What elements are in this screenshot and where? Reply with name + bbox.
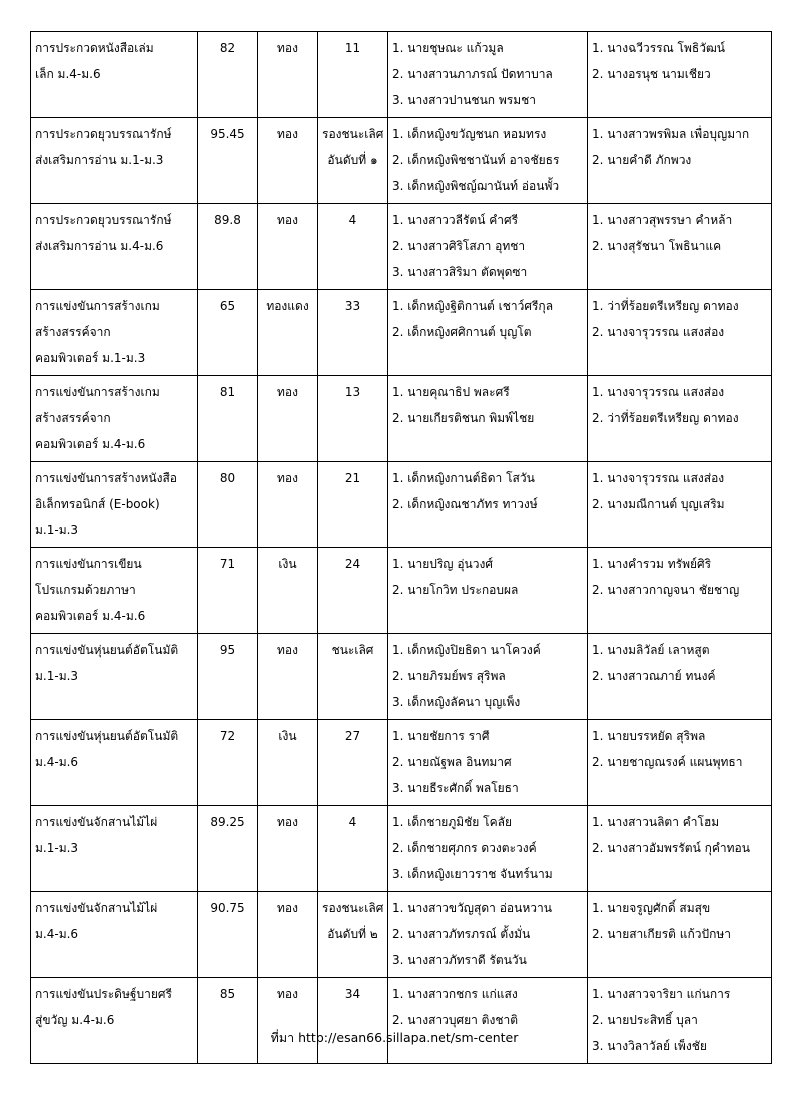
name-line: โปรแกรมด้วยภาษา (35, 583, 136, 597)
students-cell (388, 32, 588, 118)
name-line: การประกวดยุวบรรณารักษ์ (35, 213, 172, 227)
name-line: ม.1-ม.3 (35, 523, 79, 537)
competition-name-cell (31, 462, 198, 548)
medal-cell: ทอง (258, 978, 318, 1064)
name-line: ม.1-ม.3 (35, 841, 79, 855)
name-line: การแข่งขันการสร้างหนังสือ (35, 471, 177, 485)
teachers-line: 2. นางสุรัชนา โพธินาแค (592, 239, 722, 253)
students-line: 2. นางสาวบุศยา ติงชาติ (392, 1013, 519, 1027)
name-line: การแข่งขันจักสานไม้ไผ่ (35, 815, 158, 829)
teachers-line: 2. นายสาเกียรติ แก้วปักษา (592, 927, 732, 941)
score-cell: 89.8 (198, 204, 258, 290)
teachers-cell (588, 720, 772, 806)
students-line: 1. นายชัยการ ราศี (392, 729, 490, 743)
rank-cell (318, 548, 388, 634)
teachers-line: 3. นางวิลาวัลย์ เพ็งชัย (592, 1039, 707, 1053)
students-line: 1. นางสาวกชกร แก่แสง (392, 987, 518, 1001)
rank-cell (318, 462, 388, 548)
name-line: การแข่งขันประดิษฐ์บายศรี (35, 987, 172, 1001)
teachers-line: 1. นางมลิวัลย์ เลาหสูต (592, 643, 710, 657)
name-line: ส่งเสริมการอ่าน ม.4-ม.6 (35, 239, 164, 253)
score-cell: 81 (198, 376, 258, 462)
medal-cell: ทอง (258, 118, 318, 204)
rank-line: 34 (344, 987, 361, 1001)
students-line: 1. เด็กหญิงกานต์ธิดา โสวัน (392, 471, 535, 485)
table-row (31, 548, 772, 634)
table-row (31, 806, 772, 892)
name-line: อิเล็กทรอนิกส์ (E-book) (35, 497, 160, 511)
medal-cell: ทอง (258, 32, 318, 118)
rank-line: 21 (344, 471, 361, 485)
name-line: การแข่งขันการสร้างเกม (35, 385, 160, 399)
name-line: การแข่งขันหุ่นยนต์อัตโนมัติ (35, 729, 179, 743)
rank-line: 4 (348, 815, 357, 829)
teachers-cell (588, 978, 772, 1064)
name-line: สร้างสรรค์จาก (35, 325, 111, 339)
rank-cell (318, 204, 388, 290)
medal-cell: ทอง (258, 462, 318, 548)
teachers-line: 2. ว่าที่ร้อยตรีเหรียญ ดาทอง (592, 411, 739, 425)
table-row (31, 892, 772, 978)
teachers-line: 2. นางมณีกานต์ บุญเสริม (592, 497, 725, 511)
teachers-line: 1. นางจารุวรรณ แสงส่อง (592, 385, 725, 399)
score-cell: 95 (198, 634, 258, 720)
name-line: เล็ก ม.4-ม.6 (35, 67, 101, 81)
score-cell: 72 (198, 720, 258, 806)
teachers-line: 1. นางสาวนลิตา คำโฮม (592, 815, 720, 829)
students-line: 2. เด็กหญิงพิชชานันท์ อาจชัยธร (392, 153, 560, 167)
students-line: 1. เด็กหญิงปิยธิดา นาโควงค์ (392, 643, 541, 657)
teachers-cell (588, 462, 772, 548)
teachers-line: 2. นางสาวอัมพรรัตน์ กุคำทอน (592, 841, 750, 855)
teachers-cell (588, 118, 772, 204)
name-line: การประกวดหนังสือเล่ม (35, 41, 154, 55)
students-line: 3. นางสาวปานชนก พรมชา (392, 93, 536, 107)
rank-cell (318, 290, 388, 376)
rank-cell (318, 978, 388, 1064)
students-line: 1. เด็กหญิงฐิติกานต์ เชาว์ศรีกุล (392, 299, 554, 313)
table-row (31, 720, 772, 806)
rank-cell (318, 720, 388, 806)
results-table-body (31, 32, 772, 1064)
students-cell (388, 118, 588, 204)
rank-cell (318, 32, 388, 118)
students-line: 3. นางสาวสิริมา ตัดพุดซา (392, 265, 528, 279)
score-cell: 65 (198, 290, 258, 376)
table-row (31, 290, 772, 376)
teachers-cell (588, 892, 772, 978)
students-line: 3. นางสาวภัทราดี รัตนวัน (392, 953, 527, 967)
medal-cell: ทอง (258, 204, 318, 290)
competition-name-cell (31, 376, 198, 462)
name-line: ม.4-ม.6 (35, 755, 79, 769)
rank-cell (318, 118, 388, 204)
rank-line: รองชนะเลิศ (322, 127, 384, 141)
score-cell: 80 (198, 462, 258, 548)
students-cell (388, 634, 588, 720)
competition-results-table (30, 31, 772, 1064)
students-cell (388, 204, 588, 290)
competition-name-cell (31, 720, 198, 806)
students-line: 2. นายเกียรติชนก พิมพ์ไชย (392, 411, 535, 425)
teachers-line: 1. ว่าที่ร้อยตรีเหรียญ ดาทอง (592, 299, 739, 313)
rank-line: ชนะเลิศ (331, 643, 374, 657)
teachers-line: 2. นายชาญณรงค์ แผนพุทธา (592, 755, 743, 769)
teachers-cell (588, 548, 772, 634)
name-line: ส่งเสริมการอ่าน ม.1-ม.3 (35, 153, 164, 167)
score-cell: 71 (198, 548, 258, 634)
competition-name-cell (31, 806, 198, 892)
medal-cell: เงิน (258, 720, 318, 806)
rank-line: 4 (348, 213, 357, 227)
rank-line: 24 (344, 557, 361, 571)
students-line: 2. นางสาวศิริโสภา อุทชา (392, 239, 526, 253)
students-line: 2. เด็กหญิงศศิกานต์ บุญโต (392, 325, 532, 339)
table-row (31, 32, 772, 118)
competition-name-cell (31, 118, 198, 204)
teachers-cell (588, 634, 772, 720)
competition-name-cell (31, 204, 198, 290)
rank-line: 27 (344, 729, 361, 743)
teachers-line: 1. นางฉวีวรรณ โพธิวัฒน์ (592, 41, 726, 55)
students-line: 2. นางสาวนภาภรณ์ ปัดทาบาล (392, 67, 553, 81)
medal-cell: เงิน (258, 548, 318, 634)
students-line: 3. นายธีระศักดิ์ พลโยธา (392, 781, 519, 795)
medal-cell: ทอง (258, 892, 318, 978)
teachers-line: 1. นางสาวพรพิมล เพื่อบุญมาก (592, 127, 750, 141)
competition-name-cell (31, 892, 198, 978)
students-line: 1. นายชุษณะ แก้วมูล (392, 41, 504, 55)
name-line: คอมพิวเตอร์ ม.4-ม.6 (35, 609, 146, 623)
name-line: การประกวดยุวบรรณารักษ์ (35, 127, 172, 141)
score-cell: 95.45 (198, 118, 258, 204)
students-line: 1. นางสาววลีรัตน์ คำศรี (392, 213, 519, 227)
teachers-cell (588, 806, 772, 892)
name-line: การแข่งขันการเขียน (35, 557, 142, 571)
competition-name-cell (31, 978, 198, 1064)
teachers-line: 1. นางสาวจาริยา แก่นการ (592, 987, 731, 1001)
name-line: คอมพิวเตอร์ ม.4-ม.6 (35, 437, 146, 451)
score-cell: 82 (198, 32, 258, 118)
teachers-line: 2. นางสาวณภาย์ ทนงค์ (592, 669, 716, 683)
students-line: 2. นางสาวภัทรภรณ์ ตั้งมั่น (392, 927, 531, 941)
competition-name-cell (31, 290, 198, 376)
medal-cell: ทอง (258, 806, 318, 892)
table-row (31, 204, 772, 290)
score-cell: 85 (198, 978, 258, 1064)
medal-cell: ทอง (258, 634, 318, 720)
students-cell (388, 462, 588, 548)
students-cell (388, 548, 588, 634)
students-line: 1. นายคุณาธิป พละศรี (392, 385, 510, 399)
rank-cell (318, 376, 388, 462)
rank-line: 33 (344, 299, 361, 313)
students-line: 2. นายโกวิท ประกอบผล (392, 583, 519, 597)
teachers-cell (588, 290, 772, 376)
students-cell (388, 290, 588, 376)
source-citation: ที่มา http://esan66.sillapa.net/sm-center (270, 1030, 519, 1045)
students-line: 2. นายภิรมย์พร สุริพล (392, 669, 506, 683)
teachers-line: 2. นายประสิทธิ์ บุลา (592, 1013, 698, 1027)
name-line: การแข่งขันหุ่นยนต์อัตโนมัติ (35, 643, 179, 657)
teachers-cell (588, 376, 772, 462)
table-row (31, 462, 772, 548)
teachers-line: 1. นางจารุวรรณ แสงส่อง (592, 471, 725, 485)
rank-cell (318, 806, 388, 892)
students-line: 2. เด็กชายศุภกร ดวงตะวงค์ (392, 841, 537, 855)
name-line: ม.4-ม.6 (35, 927, 79, 941)
rank-cell (318, 634, 388, 720)
teachers-line: 1. นายจรูญศักดิ์ สมสุข (592, 901, 711, 915)
teachers-line: 2. นายคำดี ภักพวง (592, 153, 692, 167)
teachers-line: 1. นางคำรวม ทรัพย์ศิริ (592, 557, 712, 571)
score-cell: 90.75 (198, 892, 258, 978)
students-cell (388, 978, 588, 1064)
teachers-line: 1. นางสาวสุพรรษา คำหล้า (592, 213, 733, 227)
name-line: คอมพิวเตอร์ ม.1-ม.3 (35, 351, 146, 365)
students-line: 3. เด็กหญิงลัคนา บุญเพ็ง (392, 695, 521, 709)
students-line: 1. เด็กชายภูมิชัย โคลัย (392, 815, 513, 829)
students-line: 1. เด็กหญิงขวัญชนก หอมทรง (392, 127, 547, 141)
rank-line: อันดับที่ ๒ (327, 927, 378, 941)
students-line: 1. นายปริญ อุ่นวงศ์ (392, 557, 493, 571)
teachers-cell (588, 32, 772, 118)
teachers-line: 2. นางสาวกาญจนา ชัยชาญ (592, 583, 740, 597)
students-cell (388, 376, 588, 462)
competition-name-cell (31, 548, 198, 634)
rank-line: อันดับที่ ๑ (327, 153, 378, 167)
students-cell (388, 892, 588, 978)
name-line: การแข่งขันจักสานไม้ไผ่ (35, 901, 158, 915)
name-line: สร้างสรรค์จาก (35, 411, 111, 425)
teachers-line: 1. นายบรรหยัด สุริพล (592, 729, 706, 743)
competition-name-cell (31, 634, 198, 720)
students-line: 3. เด็กหญิงเยาวราช จันทร์นาม (392, 867, 553, 881)
table-row (31, 376, 772, 462)
students-line: 2. เด็กหญิงณชาภัทร ทาวงษ์ (392, 497, 538, 511)
rank-line: รองชนะเลิศ (322, 901, 384, 915)
name-line: ม.1-ม.3 (35, 669, 79, 683)
students-line: 3. เด็กหญิงพิชญ์ฌานันท์ อ่อนพั้ว (392, 179, 560, 193)
teachers-line: 2. นางอรนุช นามเชียว (592, 67, 711, 81)
table-row (31, 118, 772, 204)
score-cell: 89.25 (198, 806, 258, 892)
students-cell (388, 720, 588, 806)
name-line: การแข่งขันการสร้างเกม (35, 299, 160, 313)
rank-line: 13 (344, 385, 361, 399)
teachers-line: 2. นางจารุวรรณ แสงส่อง (592, 325, 725, 339)
table-row (31, 634, 772, 720)
rank-cell (318, 892, 388, 978)
students-line: 1. นางสาวขวัญสุดา อ่อนหวาน (392, 901, 552, 915)
medal-cell: ทองแดง (258, 290, 318, 376)
teachers-cell (588, 204, 772, 290)
medal-cell: ทอง (258, 376, 318, 462)
name-line: สู่ขวัญ ม.4-ม.6 (35, 1013, 115, 1027)
competition-name-cell (31, 32, 198, 118)
table-row (31, 978, 772, 1064)
students-line: 2. นายณัฐพล อินทมาศ (392, 755, 512, 769)
students-cell (388, 806, 588, 892)
rank-line: 11 (344, 41, 361, 55)
